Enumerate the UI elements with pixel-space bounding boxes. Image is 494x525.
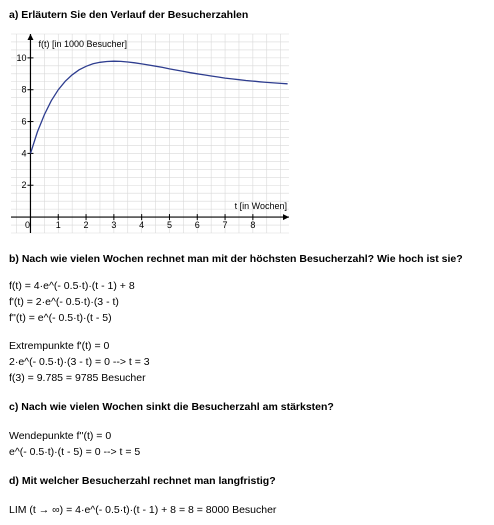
y-axis-arrow [27,34,33,40]
x-tick-label: 4 [139,220,145,231]
x-tick-label: 1 [55,220,61,231]
ticks [16,53,255,230]
x-tick-label: 7 [222,220,228,231]
section-b-heading: b) Nach wie vielen Wochen rechnet man mit der höchsten Besucherzahl? Wie hoch ist sie? [9,253,463,265]
curve-f [31,61,288,153]
x-tick-label: 6 [194,220,200,231]
section-a-heading: a) Erläutern Sie den Verlauf der Besucherzahlen [9,9,249,21]
max-value: f(3) = 9.785 = 9785 Besucher [9,372,146,384]
formula-f-prime: f'(t) = 2·e^(- 0.5·t)·(3 - t) [9,296,119,308]
y-tick-label: 10 [16,52,27,63]
section-d-heading: d) Mit welcher Besucherzahl rechnet man langfristig? [9,475,276,487]
y-axis-label: f(t) [in 1000 Besucher] [38,39,128,49]
function-graph [0,0,494,240]
y-tick-label: 8 [21,84,27,95]
limit-result: LIM (t → ∞) = 4·e^(- 0.5·t)·(t - 1) + 8 = 8 = 8000 Besucher [9,504,277,516]
y-tick-label: 2 [21,180,27,191]
formula-f: f(t) = 4·e^(- 0.5·t)·(t - 1) + 8 [9,280,135,292]
x-tick-label: 3 [111,220,117,231]
section-c-heading: c) Nach wie vielen Wochen sinkt die Besucherzahl am stärksten? [9,401,334,413]
x-tick-label: 0 [24,220,30,231]
x-axis-arrow [283,214,289,220]
y-tick-label: 6 [21,116,27,127]
formula-f-double-prime: f''(t) = e^(- 0.5·t)·(t - 5) [9,312,112,324]
inflection-solution: e^(- 0.5·t)·(t - 5) = 0 --> t = 5 [9,446,141,458]
inflection-condition: Wendepunkte f''(t) = 0 [9,430,112,442]
extrema-condition: Extrempunkte f'(t) = 0 [9,340,110,352]
x-tick-label: 5 [166,220,172,231]
x-tick-label: 2 [83,220,89,231]
x-axis-label: t [in Wochen] [234,201,287,212]
extrema-solution: 2·e^(- 0.5·t)·(3 - t) = 0 --> t = 3 [9,356,150,368]
y-tick-label: 4 [21,148,27,159]
x-tick-label: 8 [250,220,256,231]
